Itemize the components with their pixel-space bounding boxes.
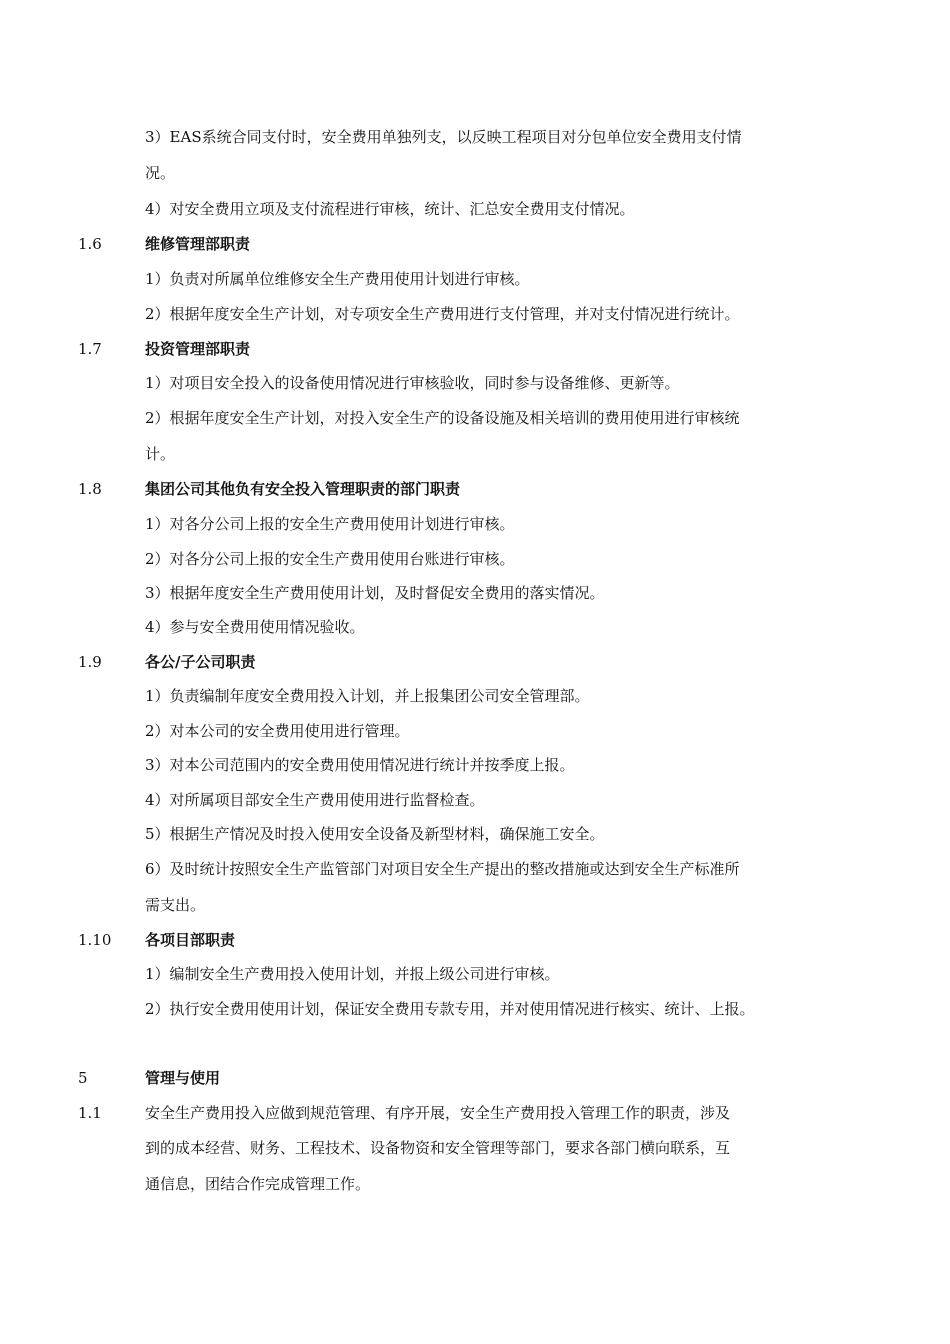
section-heading: 投资管理部职责: [145, 340, 251, 358]
list-item: 1）负责编制年度安全费用投入计划，并上报集团公司安全管理部。: [145, 687, 590, 705]
list-item: 1）对项目安全投入的设备使用情况进行审核验收，同时参与设备维修、更新等。: [145, 374, 680, 392]
section-heading: 集团公司其他负有安全投入管理职责的部门职责: [145, 480, 461, 498]
list-item: 2）对各分公司上报的安全生产费用使用台账进行审核。: [145, 550, 515, 568]
continuation-line: 到的成本经营、财务、工程技术、设备物资和安全管理等部门，要求各部门横向联系，互: [145, 1139, 731, 1157]
section-number: 5: [78, 1069, 88, 1087]
list-item: 4）参与安全费用使用情况验收。: [145, 618, 365, 636]
list-item: 2）根据年度安全生产计划，对专项安全生产费用进行支付管理，并对支付情况进行统计。: [145, 305, 740, 323]
section-number: 1.6: [78, 235, 102, 253]
continuation-line: 计。: [145, 445, 176, 463]
list-item: 5）根据生产情况及时投入使用安全设备及新型材料，确保施工安全。: [145, 825, 605, 843]
continuation-line: 况。: [145, 164, 176, 182]
section-number: 1.10: [78, 931, 112, 949]
list-item: 1）负责对所属单位维修安全生产费用使用计划进行审核。: [145, 270, 530, 288]
paragraph-line: 安全生产费用投入应做到规范管理、有序开展，安全生产费用投入管理工作的职责，涉及: [145, 1104, 731, 1122]
continuation-line: 需支出。: [145, 896, 206, 914]
list-item: 3）对本公司范围内的安全费用使用情况进行统计并按季度上报。: [145, 756, 575, 774]
list-item: 2）对本公司的安全费用使用进行管理。: [145, 722, 410, 740]
section-number: 1.8: [78, 480, 102, 498]
continuation-line: 通信息，团结合作完成管理工作。: [145, 1175, 371, 1193]
section-heading: 维修管理部职责: [145, 235, 251, 253]
section-heading: 各公/子公司职责: [145, 653, 256, 671]
list-item: 4）对安全费用立项及支付流程进行审核，统计、汇总安全费用支付情况。: [145, 200, 635, 218]
section-heading: 各项目部职责: [145, 931, 236, 949]
list-item: 3）EAS系统合同支付时，安全费用单独列支，以反映工程项目对分包单位安全费用支付情: [145, 128, 742, 146]
list-item: 4）对所属项目部安全生产费用使用进行监督检查。: [145, 791, 485, 809]
list-item: 6）及时统计按照安全生产监管部门对项目安全生产提出的整改措施或达到安全生产标准所: [145, 860, 740, 878]
section-number: 1.7: [78, 340, 102, 358]
list-item: 1）编制安全生产费用投入使用计划，并报上级公司进行审核。: [145, 965, 560, 983]
list-item: 3）根据年度安全生产费用使用计划，及时督促安全费用的落实情况。: [145, 584, 605, 602]
list-item: 2）执行安全费用使用计划，保证安全费用专款专用，并对使用情况进行核实、统计、上报。: [145, 1000, 755, 1018]
section-number: 1.1: [78, 1104, 102, 1122]
list-item: 1）对各分公司上报的安全生产费用使用计划进行审核。: [145, 515, 515, 533]
list-item: 2）根据年度安全生产计划，对投入安全生产的设备设施及相关培训的费用使用进行审核统: [145, 409, 740, 427]
section-heading: 管理与使用: [145, 1069, 221, 1087]
section-number: 1.9: [78, 653, 102, 671]
